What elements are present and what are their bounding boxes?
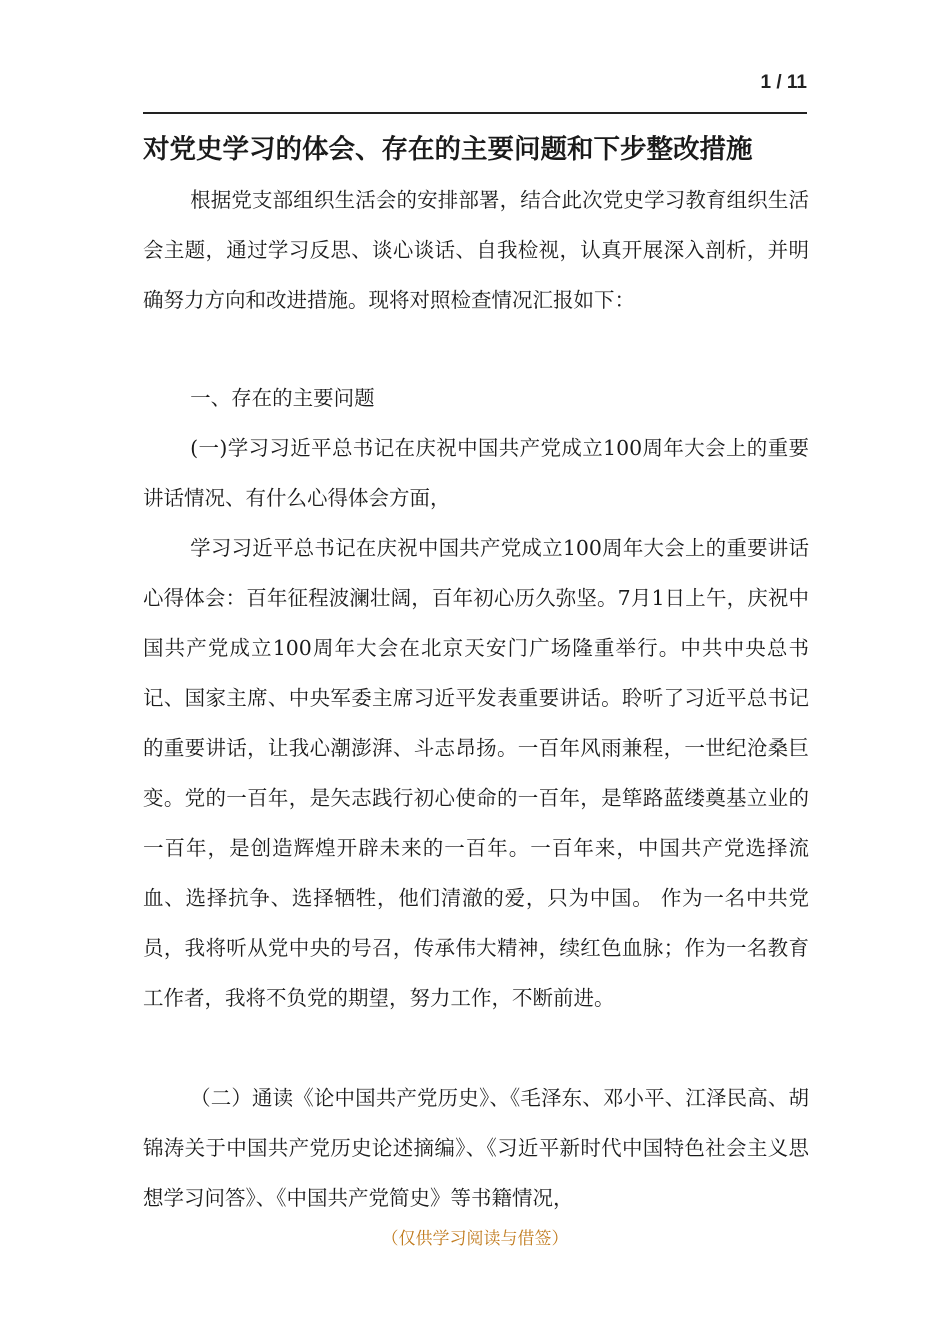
- item-two-paragraph: （二）通读《论中国共产党历史》、《毛泽东、邓小平、江泽民高、胡锦涛关于中国共产党历史论述摘编》、《习近平新时代中国特色社会主义思想学习问答》、《中国共产党简史》等书籍情况，: [143, 1086, 809, 1210]
- page-number: 1 / 11: [760, 72, 807, 93]
- item-one-paragraph: (一)学习习近平总书记在庆祝中国共产党成立100周年大会上的重要讲话情况、有什么心得体会方面，: [143, 436, 809, 510]
- header-divider: [143, 112, 807, 114]
- document-title: 对党史学习的体会、存在的主要问题和下步整改措施: [143, 134, 753, 165]
- footer-note: （仅供学习阅读与借签）: [381, 1229, 569, 1249]
- intro-paragraph: 根据党支部组织生活会的安排部署，结合此次党史学习教育组织生活会主题，通过学习反思、谈心谈话、自我检视，认真开展深入剖析，并明确努力方向和改进措施。现将对照检查情况汇报如下：: [143, 188, 809, 312]
- item-one-body-paragraph: 学习习近平总书记在庆祝中国共产党成立100周年大会上的重要讲话心得体会：百年征程波澜壮阔，百年初心历久弥坚。7月1日上午，庆祝中国共产党成立100周年大会在北京天安门广场隆重举行。中共中央总书记、国家主席、中央军委主席习近平发表重要讲话。聆听了习近平总书记的重要讲话，让我心潮澎湃、斗志昂扬。一百年风雨兼程，一世纪沧桑巨变。党的一百年，是矢志践行初心使命的一百年，是筚路蓝缕奠基立业的一百年，是创造辉煌开辟未来的一百年。一百年来，中国共产党选择流血、选择抗争、选择牺牲，他们清澈的爱，只为中国。 作为一名中共党员，我将听从党中央的号召，传承伟大精神，续红色血脉；作为一名教育工作者，我将不负党的期望，努力工作，不断前进。: [143, 536, 809, 1010]
- section-heading: 一、存在的主要问题: [190, 386, 375, 410]
